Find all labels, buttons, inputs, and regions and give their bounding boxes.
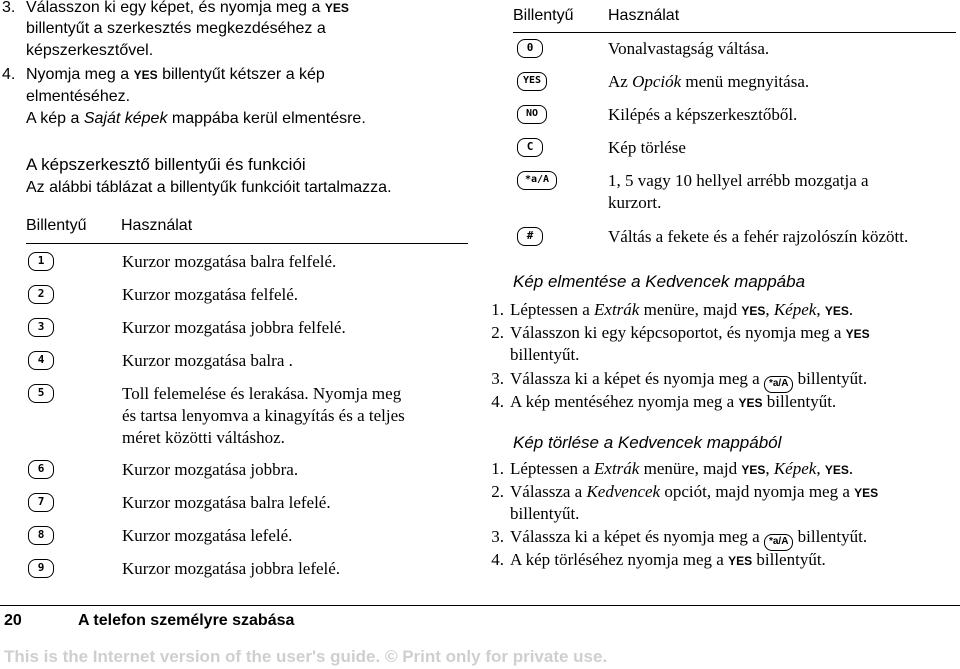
punctuation: . [848, 300, 854, 319]
table-header-key: Billentyű [26, 217, 87, 234]
key-7-icon: 7 [28, 493, 54, 512]
key-6-icon: 6 [28, 460, 54, 479]
step-text: Nyomja meg a [26, 66, 130, 83]
table-row-text: 1, 5 vagy 10 hellyel arrébb mozgatja a [608, 171, 869, 190]
step-text: Léptessen a [510, 459, 590, 478]
menu-name: Extrák [594, 459, 640, 478]
table-row-text: menü megnyitása. [685, 72, 810, 91]
step-text: menüre, majd [643, 459, 738, 478]
step-text: billentyűt. [510, 504, 580, 523]
table-row-text: Az [608, 72, 628, 91]
internet-version-notice: This is the Internet version of the user's guide. © Print only for private use. [4, 647, 608, 666]
table-row-text: Váltás a fekete és a fehér rajzolószín között. [608, 227, 909, 246]
step-text: menüre, majd [643, 300, 738, 319]
step-text: billentyűt. [797, 527, 868, 546]
step-text: képszerkesztővel. [26, 42, 154, 59]
table-row-text: Kurzor mozgatása balra felfelé. [122, 252, 337, 271]
table-row-text: és tartsa lenyomva a kinagyítás és a teljes [122, 406, 405, 425]
table-header-usage: Használat [608, 7, 680, 24]
table-row-text: Kurzor mozgatása jobbra lefelé. [122, 559, 341, 578]
star-key-icon: *a/A [764, 376, 793, 393]
step-number: 3. [491, 369, 504, 388]
star-key-icon: *a/A [764, 534, 793, 551]
step-number: 3. [491, 527, 504, 546]
key-2-icon: 2 [28, 285, 54, 304]
table-row-text: Kurzor mozgatása balra . [122, 351, 293, 370]
hash-key-icon: # [517, 227, 543, 246]
folder-name: Saját képek [83, 110, 168, 127]
step-text: billentyűt. [510, 345, 580, 364]
key-8-icon: 8 [28, 526, 54, 545]
yes-key-label: YES [738, 396, 763, 410]
star-key-icon: *a/A [517, 171, 557, 190]
key-1-icon: 1 [28, 252, 54, 271]
yes-key-label: YES [133, 68, 158, 82]
table-row-text: Kurzor mozgatása balra lefelé. [122, 493, 331, 512]
step-text: billentyűt. [766, 392, 837, 411]
punctuation: , [765, 300, 770, 319]
punctuation: , [765, 459, 770, 478]
step-number: 3. [2, 0, 16, 16]
step-number: 2. [491, 482, 504, 501]
table-row-text: kurzort. [608, 193, 662, 212]
table-row-text: Kurzor mozgatása felfelé. [122, 285, 299, 304]
table-row-text: Kurzor mozgatása jobbra. [122, 460, 299, 479]
yes-key-label: YES [845, 327, 870, 341]
step-text: elmentéséhez. [26, 88, 131, 105]
yes-key-label: YES [824, 304, 849, 318]
step-text: billentyűt. [756, 550, 826, 569]
table-divider [513, 32, 956, 33]
yes-key-label: YES [741, 463, 766, 477]
step-number: 1. [491, 459, 504, 478]
key-4-icon: 4 [28, 351, 54, 370]
step-text: A kép mentéséhez nyomja meg a [510, 392, 735, 411]
step-text: Válassza a [510, 482, 583, 501]
key-9-icon: 9 [28, 559, 54, 578]
step-number: 4. [491, 550, 504, 569]
delete-heading: Kép törlése a Kedvencek mappából [513, 433, 782, 452]
section-intro: Az alábbi táblázat a billentyűk funkcióit tartalmazza. [26, 179, 392, 196]
step-text: Válassza ki a képet és nyomja meg a [510, 369, 760, 388]
yes-key-label: YES [741, 304, 766, 318]
step-number: 2. [491, 323, 504, 342]
step-text: A kép a [26, 110, 80, 127]
key-0-icon: 0 [517, 39, 543, 58]
section-heading: A képszerkesztő billentyűi és funkciói [26, 155, 306, 174]
step-text: billentyűt kétszer a kép [162, 66, 325, 83]
table-row-text: Kép törlése [608, 138, 686, 157]
table-header-usage: Használat [121, 217, 193, 234]
no-key-icon: NO [517, 105, 547, 124]
step-text: Léptessen a [510, 300, 590, 319]
table-row-text: Kilépés a képszerkesztőből. [608, 105, 798, 124]
yes-key-icon: YES [517, 72, 547, 91]
menu-name: Extrák [594, 300, 640, 319]
page-number: 20 [4, 612, 22, 629]
footer-divider [0, 605, 960, 606]
key-3-icon: 3 [28, 318, 54, 337]
step-text: billentyűt. [797, 369, 868, 388]
table-row-text: Vonalvastagság váltása. [608, 39, 770, 58]
c-key-icon: C [517, 138, 543, 157]
table-row-text: Kurzor mozgatása lefelé. [122, 526, 293, 545]
menu-name: Opciók [632, 72, 682, 91]
step-text: Válasszon ki egy képet, és nyomja meg a [26, 0, 321, 16]
table-row-text: méret közötti váltáshoz. [122, 428, 285, 447]
step-text: Válasszon ki egy képcsoportot, és nyomja meg a [510, 323, 842, 342]
table-header-key: Billentyű [513, 7, 574, 24]
key-5-icon: 5 [28, 384, 54, 403]
table-divider [26, 243, 468, 244]
yes-key-label: YES [824, 463, 849, 477]
option-name: Kedvencek [586, 482, 661, 501]
step-text: opciót, majd nyomja meg a [664, 482, 850, 501]
step-number: 4. [491, 392, 504, 411]
punctuation: . [848, 459, 854, 478]
yes-key-label: YES [728, 554, 753, 568]
menu-name: Képek [773, 300, 817, 319]
step-text: Válassza ki a képet és nyomja meg a [510, 527, 760, 546]
yes-key-label: YES [854, 486, 879, 500]
step-text: billentyűt a szerkesztés megkezdéséhez a [26, 20, 326, 37]
save-heading: Kép elmentése a Kedvencek mappába [513, 272, 806, 291]
step-text: A kép törléséhez nyomja meg a [510, 550, 724, 569]
table-row-text: Kurzor mozgatása jobbra felfelé. [122, 318, 346, 337]
yes-key-label: YES [324, 1, 349, 15]
step-text: mappába kerül elmentésre. [171, 110, 366, 127]
step-number: 1. [491, 300, 504, 319]
menu-name: Képek [773, 459, 817, 478]
chapter-title: A telefon személyre szabása [78, 612, 295, 629]
step-number: 4. [2, 66, 16, 83]
table-row-text: Toll felemelése és lerakása. Nyomja meg [122, 384, 402, 403]
